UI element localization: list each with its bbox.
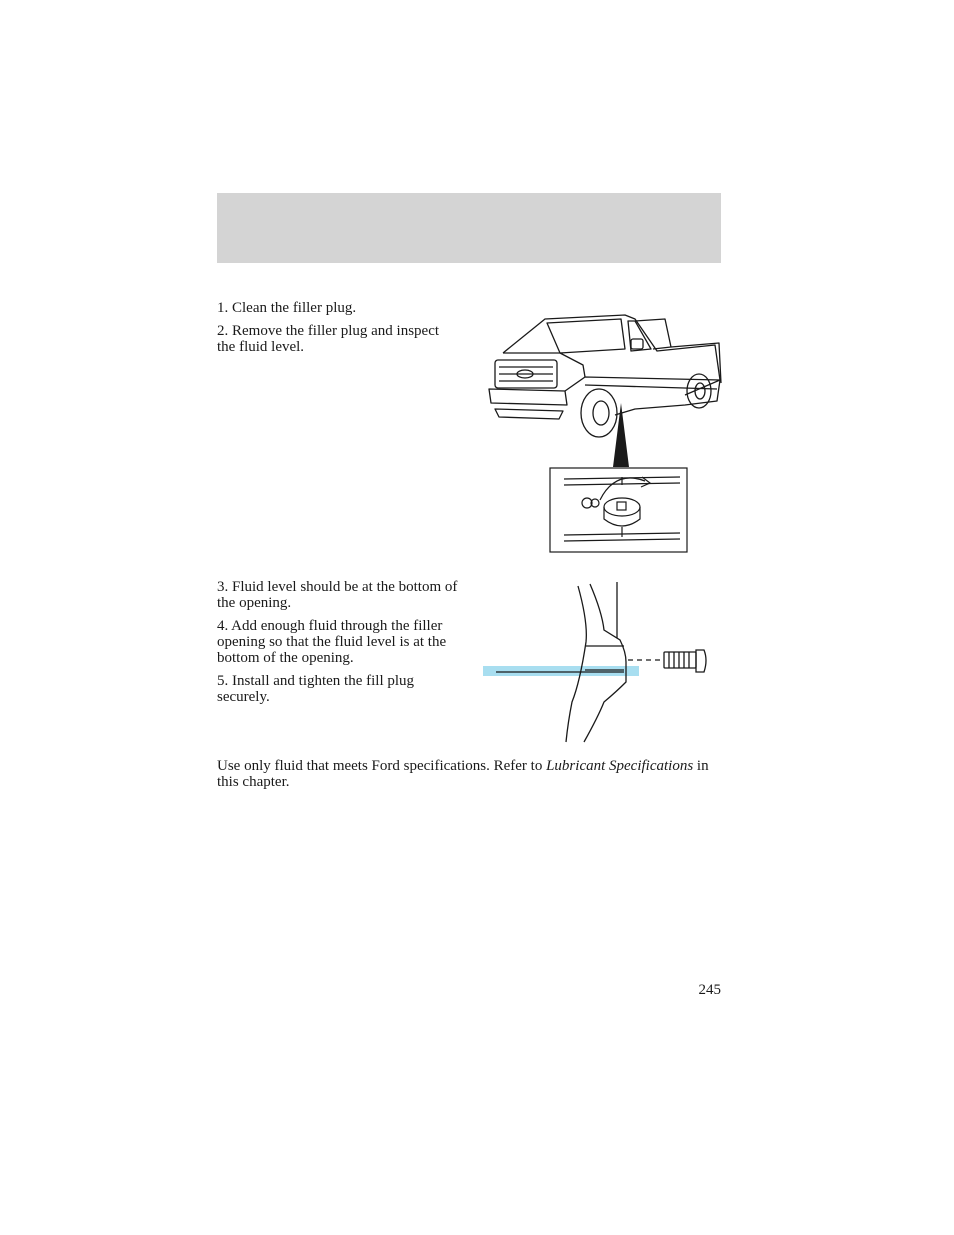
truck-cab-outline bbox=[503, 315, 720, 395]
callout-pointer bbox=[613, 403, 629, 467]
step-5-text: 5. Install and tighten the fill plug securely. bbox=[217, 673, 415, 705]
note-suffix: in this chapter. bbox=[217, 758, 709, 790]
truck-bumper bbox=[489, 389, 567, 405]
case-wall-inner bbox=[584, 584, 626, 742]
truck-windshield bbox=[547, 319, 625, 353]
step-4-text: 4. Add enough fluid through the filler opening so that the fluid level is at the bottom of the opening. bbox=[217, 618, 447, 666]
case-wall-outer bbox=[566, 586, 586, 742]
step-1-text: 1. Clean the filler plug. bbox=[217, 300, 357, 316]
note-prefix: Use only fluid that meets Ford specifications. Refer to bbox=[217, 758, 547, 774]
section-header-band bbox=[217, 193, 721, 263]
truck-filler-plug-illustration bbox=[485, 305, 725, 560]
fluid-specification-note bbox=[217, 758, 721, 790]
step-3-text: 3. Fluid level should be at the bottom of the opening. bbox=[217, 579, 458, 611]
fluid-level-band bbox=[483, 666, 639, 676]
fluid-level-illustration bbox=[480, 582, 715, 744]
lubricant-specifications-reference: Lubricant Specifications bbox=[546, 758, 694, 774]
page-number: 245 bbox=[698, 982, 721, 998]
step-2-text: 2. Remove the filler plug and inspect the fluid level. bbox=[217, 323, 440, 355]
truck-front-wheel bbox=[581, 389, 617, 437]
